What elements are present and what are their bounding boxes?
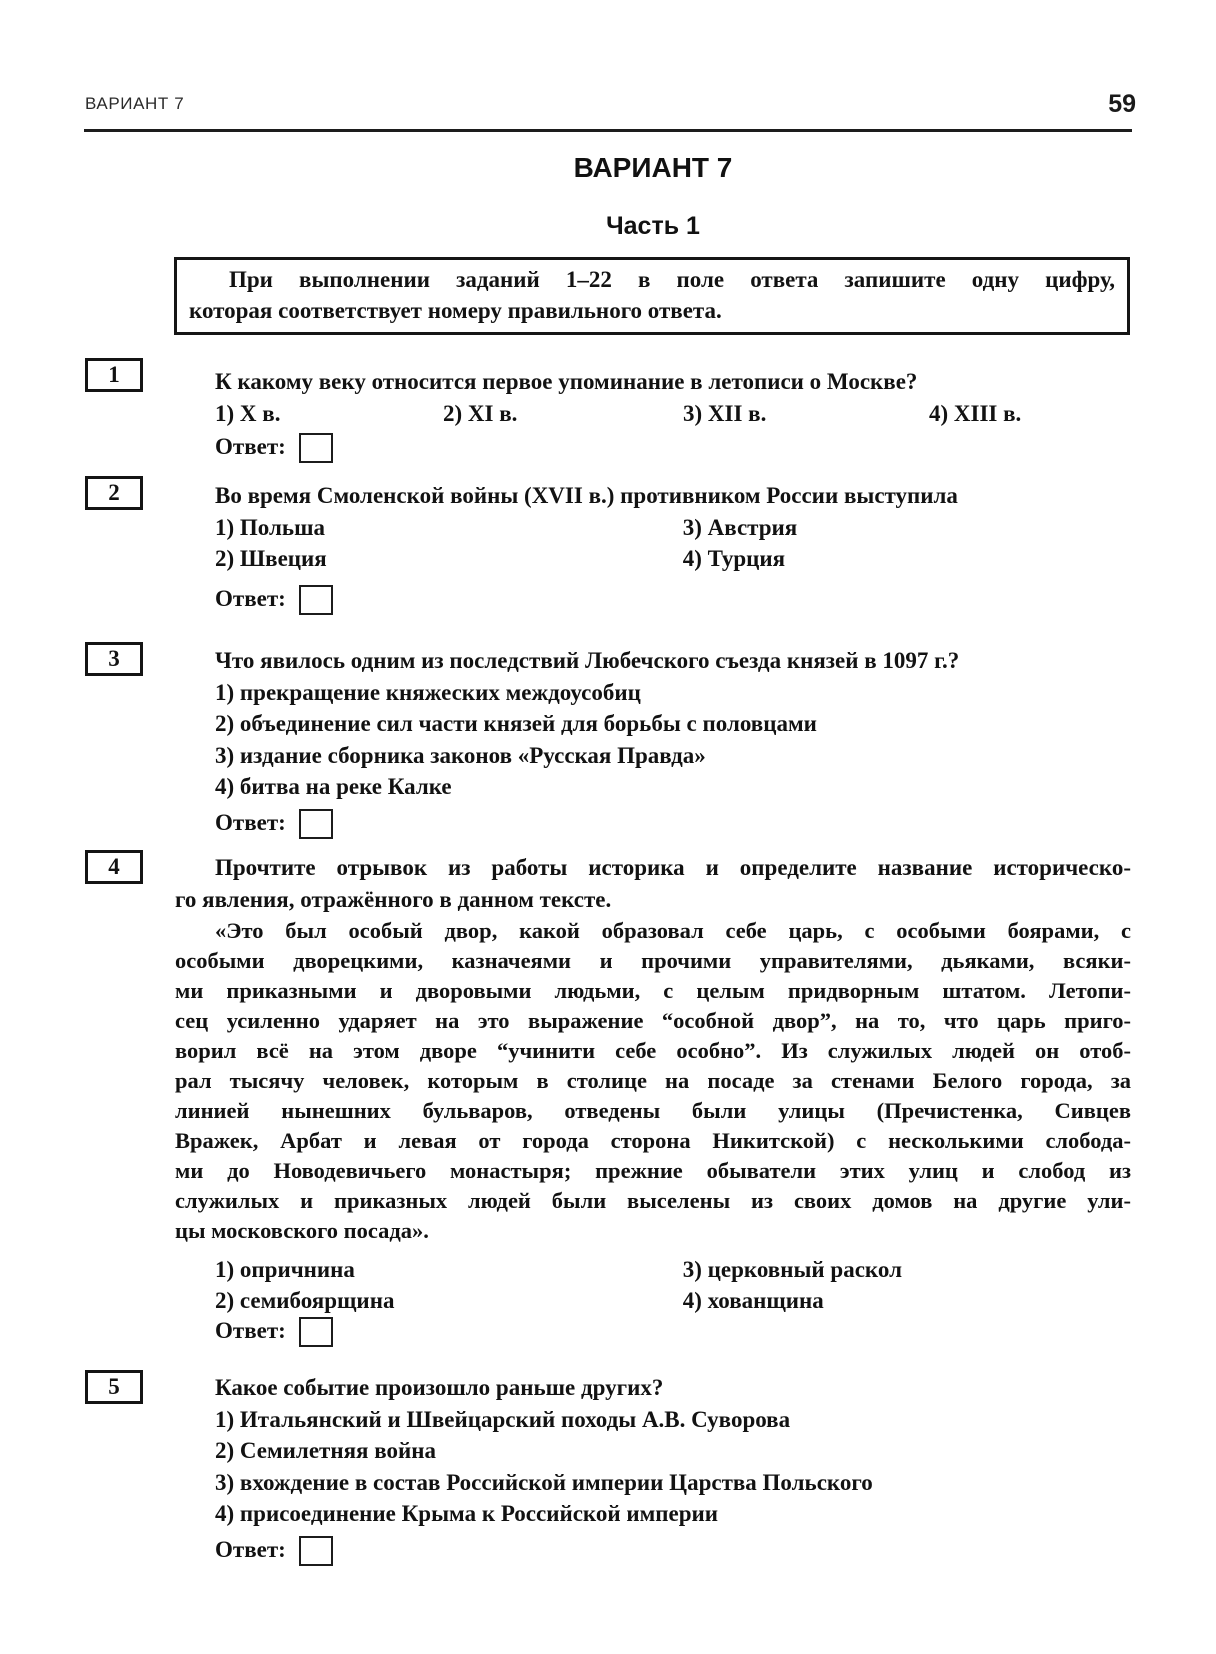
option-4: 4) XIII в.	[929, 400, 1022, 426]
option-2: 2) семибоярщина	[215, 1288, 395, 1313]
options-row	[215, 1254, 1131, 1285]
options-row	[215, 1285, 1131, 1316]
question-5-number: 5	[85, 1370, 143, 1404]
passage-line: цы московского посада».	[175, 1218, 429, 1243]
question-text: Какое событие произошло раньше других?	[215, 1375, 664, 1400]
answer-input-box[interactable]	[299, 809, 333, 839]
question-text-line: Прочтите отрывок из работы историка и определите название историческо-	[215, 855, 1131, 880]
passage-line: ворил всё на этом дворе “учинити себе особно”. Из служилых людей он отоб-	[175, 1038, 1131, 1063]
question-2	[175, 480, 1131, 619]
option-1: 1) Итальянский и Швейцарский походы А.В. Суворова	[215, 1406, 791, 1432]
option-3: 3) вхождение в состав Российской империи Царства Польского	[215, 1469, 873, 1495]
answer-label: Ответ:	[215, 585, 286, 611]
passage-line: рал тысячу человек, которым в столице на посаде за стенами Белого города, за	[175, 1068, 1131, 1093]
question-2-number: 2	[85, 476, 143, 510]
answer-row	[215, 807, 1131, 843]
passage-line: служилых и приказных людей были выселены из своих домов на другие ули-	[175, 1188, 1131, 1213]
part-title: Часть 1	[606, 212, 700, 240]
answer-label: Ответ:	[215, 1536, 286, 1562]
passage-line: ми приказными и дворовыми людьми, с целым придворным штатом. Летопи-	[175, 978, 1131, 1003]
instruction-line: которая соответствует номеру правильного ответа.	[189, 298, 722, 323]
option-4: 4) битва на реке Калке	[215, 774, 452, 799]
instruction-box	[174, 257, 1130, 335]
question-text: К какому веку относится первое упоминание в летописи о Москве?	[215, 369, 918, 394]
question-3	[175, 645, 1131, 843]
question-text: Во время Смоленской войны (XVII в.) противником России выступила	[215, 483, 958, 508]
options-row	[215, 398, 1131, 430]
answer-row	[215, 583, 1131, 619]
answer-label: Ответ:	[215, 809, 286, 835]
passage-line: Вражек, Арбат и левая от города сторона Никитской) с несколькими слобода-	[175, 1128, 1131, 1153]
option-2: 2) Семилетняя война	[215, 1438, 436, 1463]
question-1-number: 1	[85, 358, 143, 392]
question-1	[175, 366, 1131, 467]
option-3: 3) XII в.	[683, 400, 767, 426]
passage-line: ми до Новодевичьего монастыря; прежние обыватели этих улиц и слобод из	[175, 1158, 1131, 1183]
passage-line: «Это был особый двор, какой образовал себе царь, с особыми боярами, с	[215, 918, 1131, 943]
answer-input-box[interactable]	[299, 1536, 333, 1566]
question-4-number: 4	[85, 850, 143, 884]
header-rule	[84, 129, 1132, 132]
option-3: 3) Австрия	[682, 514, 798, 540]
passage-line: особыми дворецкими, казначеями и прочими управителями, дьяками, всяки-	[175, 948, 1131, 973]
options-block	[175, 1254, 1131, 1316]
question-text: Что явилось одним из последствий Любечского съезда князей в 1097 г.?	[215, 648, 960, 673]
options-row	[215, 512, 1131, 544]
question-3-number: 3	[85, 642, 143, 676]
answer-row	[215, 431, 1131, 467]
option-3: 3) церковный раскол	[682, 1257, 902, 1282]
question-text-line: го явления, отражённого в данном тексте.	[175, 886, 612, 912]
option-1: 1) прекращение княжеских междоусобиц	[215, 679, 641, 705]
answer-row	[215, 1315, 1131, 1351]
passage-line: сец усиленно ударяет на это выражение “особной двор”, на то, что царь приго-	[175, 1008, 1131, 1033]
source-passage	[175, 916, 1131, 1246]
option-1: 1) Польша	[215, 514, 325, 540]
question-text	[175, 852, 1131, 915]
answer-row	[215, 1534, 1131, 1570]
page-number: 59	[1108, 90, 1136, 118]
question-4	[175, 852, 1131, 1351]
answer-label: Ответ:	[215, 1318, 286, 1343]
page-title: ВАРИАНТ 7	[573, 152, 733, 183]
option-4: 4) присоединение Крыма к Российской империи	[215, 1501, 719, 1526]
answer-label: Ответ:	[215, 434, 286, 459]
option-1: 1) X в.	[215, 400, 281, 426]
options-row	[215, 543, 1131, 575]
answer-input-box[interactable]	[299, 585, 333, 615]
option-2: 2) Швеция	[215, 546, 327, 571]
option-4: 4) Турция	[682, 546, 786, 571]
option-4: 4) хованщина	[682, 1288, 824, 1313]
passage-line: линией нынешних бульваров, отведены были улицы (Пречистенка, Сивцев	[175, 1098, 1131, 1123]
question-5	[175, 1372, 1131, 1570]
instruction-line: При выполнении заданий 1–22 в поле ответа запишите одну цифру,	[229, 267, 1115, 292]
running-head: ВАРИАНТ 7	[85, 94, 185, 113]
answer-input-box[interactable]	[299, 433, 333, 463]
option-2: 2) XI в.	[443, 400, 518, 426]
option-1: 1) опричнина	[215, 1257, 355, 1282]
option-2: 2) объединение сил части князей для борьбы с половцами	[215, 711, 817, 736]
option-3: 3) издание сборника законов «Русская Правда»	[215, 742, 706, 768]
answer-input-box[interactable]	[299, 1317, 333, 1347]
